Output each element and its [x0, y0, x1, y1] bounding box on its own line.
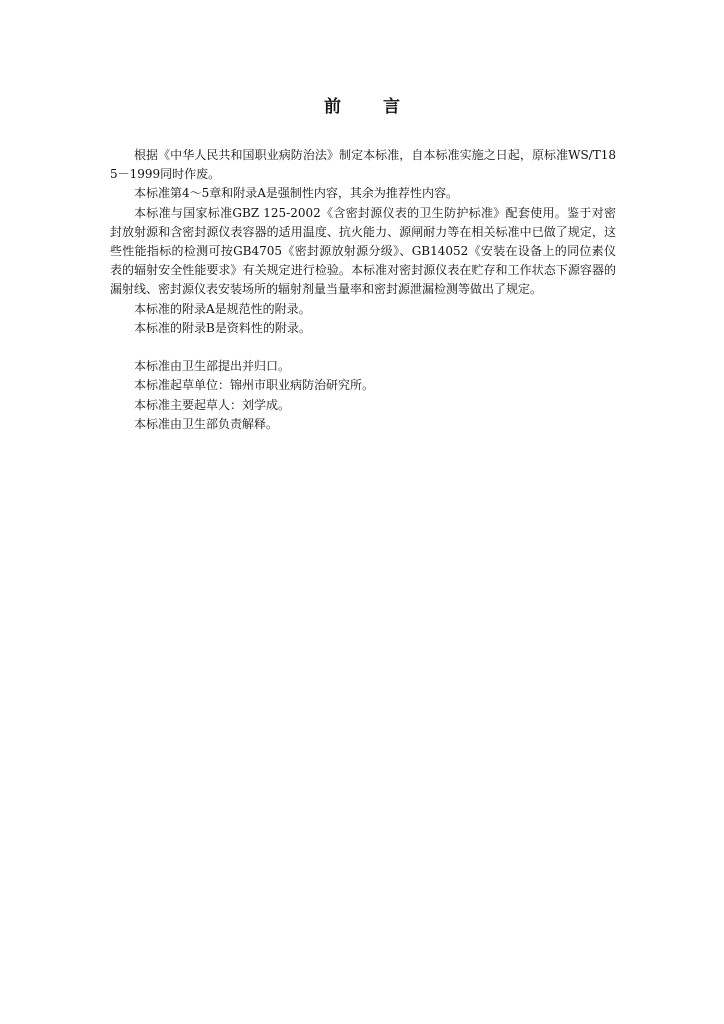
paragraph-mandatory: 本标准第4～5章和附录A是强制性内容，其余为推荐性内容。: [134, 186, 458, 201]
paragraph-proposer: 本标准由卫生部提出并归口。: [134, 359, 291, 374]
paragraph-annex-b: 本标准的附录B是资料性的附录。: [134, 320, 311, 335]
paragraph-related-standards: 本标准与国家标准GBZ 125-2002《含密封源仪表的卫生防护标准》配套使用。鉴于对密封放射源和含密封源仪表容器的适用温度、抗火能力、源闸耐力等在相关标准中已做了规定，这些性能指标的检测可按GB4705《密封源放射源分级》、GB14052《安装在设备上的同位素仪表的辐射安全性能要求》有关规定进行检验。本标准对密封源仪表在贮存和工作状态下源容器的漏射线、密封源仪表安装场所的辐射剂量当量率和密封源泄漏检测等做出了规定。: [110, 205, 616, 297]
paragraph-drafting-unit: 本标准起草单位：锦州市职业病防治研究所。: [134, 378, 375, 393]
foreword-body: [110, 146, 616, 434]
paragraph-basis: 根据《中华人民共和国职业病防治法》制定本标准，自本标准实施之日起，原标准WS/T185－1999同时作废。: [110, 148, 616, 182]
paragraph-spacer: [110, 338, 616, 357]
paragraph-annex-a: 本标准的附录A是规范性的附录。: [134, 301, 311, 316]
page-title: 前 言: [324, 97, 418, 117]
paragraph-drafter: 本标准主要起草人：刘学成。: [134, 397, 291, 412]
paragraph-interpretation: 本标准由卫生部负责解释。: [134, 416, 279, 431]
